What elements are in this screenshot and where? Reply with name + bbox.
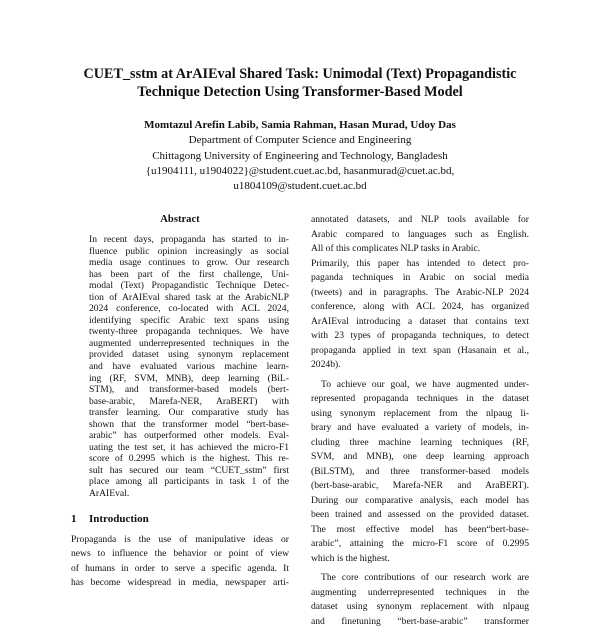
paragraph-line: The core contributions of our research work are	[311, 571, 529, 586]
paragraph-line: brary and have evaluated a variety of models, in-	[311, 421, 529, 436]
abstract-line: tion of ArAIEval shared task at the ArabicNLP	[89, 292, 289, 304]
abstract-line: has been part of the first challenge, Uni-	[89, 269, 289, 281]
paragraph-line: arabic”, attaining the micro-F1 score of 0.2995	[311, 537, 529, 552]
paragraph-line: (bert-base-arabic, Marefa-NER and AraBERT).	[311, 479, 529, 494]
paragraph-line: paganda techniques in Arabic on social media	[311, 271, 529, 286]
introduction-line: Propaganda is the use of manipulative ideas or	[71, 533, 289, 548]
paragraph-line: conference, along with ACL 2024, has organized	[311, 300, 529, 315]
abstract-line: score of 0.2995 which is the highest. This re-	[89, 453, 289, 465]
paragraph-line: Arabic compared to languages such as English.	[311, 228, 529, 243]
abstract-heading: Abstract	[71, 213, 289, 227]
paragraph-line: ArAIEval introducing a dataset that contains text	[311, 315, 529, 330]
affiliation-department: Department of Computer Science and Engineering	[40, 133, 560, 148]
abstract-line: 2024 conference, co-located with ACL 2024,	[89, 303, 289, 315]
abstract-line: and have evaluated various machine learn-	[89, 361, 289, 373]
paper-title	[40, 65, 560, 101]
author-block	[40, 118, 560, 194]
paragraph-line: with 23 types of propaganda techniques, to detect	[311, 329, 529, 344]
paragraph-line: and finetuning “bert-base-arabic” transformer	[311, 615, 529, 629]
paragraph-line: (BiLSTM), and three transformer-based models	[311, 465, 529, 480]
abstract-line: In recent days, propaganda has started to in-	[89, 234, 289, 246]
abstract-line: base-arabic, Marefa-NER, AraBERT) with	[89, 396, 289, 408]
paragraph-line: The most effective model has been“bert-base-	[311, 523, 529, 538]
paragraph-line: represented propaganda techniques in the dataset	[311, 392, 529, 407]
left-column	[71, 213, 289, 591]
author-email-last: u1804109@student.cuet.ac.bd	[40, 179, 560, 194]
abstract-line: ing (RF, SVM, MNB), deep learning (BiL-	[89, 373, 289, 385]
introduction-line: of humans in order to serve a specific agenda. It	[71, 562, 289, 577]
introduction-line: news to influence the behavior or point of view	[71, 547, 289, 562]
abstract-line: sult has secured our team “CUET_sstm” first	[89, 465, 289, 477]
paragraph-contributions	[311, 571, 529, 629]
abstract-line: ArAIEval.	[89, 488, 289, 500]
paragraph-line: propaganda applied in text span (Hasanain et al.,	[311, 344, 529, 359]
paragraph-line: To achieve our goal, we have augmented under-	[311, 378, 529, 393]
introduction-body	[71, 533, 289, 591]
abstract-line: provided dataset using synonym replacement	[89, 349, 289, 361]
abstract-line: twenty-three propaganda techniques. We have	[89, 326, 289, 338]
introduction-line: has become widespread in media, newspaper arti-	[71, 576, 289, 591]
abstract-line: shown that the transformer model “bert-base-	[89, 419, 289, 431]
abstract-line: identifying specific Arabic text spans using	[89, 315, 289, 327]
abstract-body	[89, 234, 289, 500]
abstract-line: transfer learning. Our comparative study has	[89, 407, 289, 419]
abstract-line: STM), and transformer-based models (bert-	[89, 384, 289, 396]
abstract-line: place among all participants in task 1 of the	[89, 476, 289, 488]
paragraph-line: using synonym replacement from the nlpaug li-	[311, 407, 529, 422]
section-number: 1	[71, 512, 89, 527]
author-names: Momtazul Arefin Labib, Samia Rahman, Hasan Murad, Udoy Das	[40, 118, 560, 133]
section-title: Introduction	[89, 513, 149, 525]
abstract-line: arabic” has outperformed other models. Eval-	[89, 430, 289, 442]
paragraph-line: Primarily, this paper has intended to detect pro-	[311, 257, 529, 272]
paragraph-line: annotated datasets, and NLP tools available for	[311, 213, 529, 228]
author-emails: {u1904111, u1904022}@student.cuet.ac.bd, hasanmurad@cuet.ac.bd,	[40, 164, 560, 179]
paragraph-line: During our comparative analysis, each model has	[311, 494, 529, 509]
paragraph-line: (tweets) and in paragraphs. The Arabic-NLP 2024	[311, 286, 529, 301]
abstract-line: modal (Text) Propagandistic Technique Detec-	[89, 280, 289, 292]
right-column	[311, 213, 529, 629]
paragraph-line: All of this complicates NLP tasks in Arabic.	[311, 242, 529, 257]
paragraph-line: SVM, and MNB), one deep learning approach	[311, 450, 529, 465]
paragraph-approach	[311, 378, 529, 567]
paragraph-line: cluding three machine learning techniques (RF,	[311, 436, 529, 451]
abstract-line: fluence public opinion increasingly as social	[89, 246, 289, 258]
abstract-line: media usage continues to grow. Our research	[89, 257, 289, 269]
paragraph-resources	[311, 213, 529, 257]
paragraph-line: augmenting underrepresented techniques in the	[311, 586, 529, 601]
paragraph-line: been trained and assessed on the provided dataset.	[311, 508, 529, 523]
paragraph-objective	[311, 257, 529, 373]
abstract-line: uating the test set, it has achieved the micro-F1	[89, 442, 289, 454]
paragraph-line: 2024b).	[311, 358, 529, 373]
title-line-2: Technique Detection Using Transformer-Based Model	[40, 83, 560, 101]
paragraph-line: dataset using synonym replacement with nlpaug	[311, 600, 529, 615]
title-line-1: CUET_sstm at ArAIEval Shared Task: Unimodal (Text) Propagandistic	[40, 65, 560, 83]
affiliation-university: Chittagong University of Engineering and Technology, Bangladesh	[40, 149, 560, 164]
abstract-line: augmented underrepresented techniques in the	[89, 338, 289, 350]
paragraph-line: which is the highest.	[311, 552, 529, 567]
introduction-heading	[71, 512, 289, 527]
